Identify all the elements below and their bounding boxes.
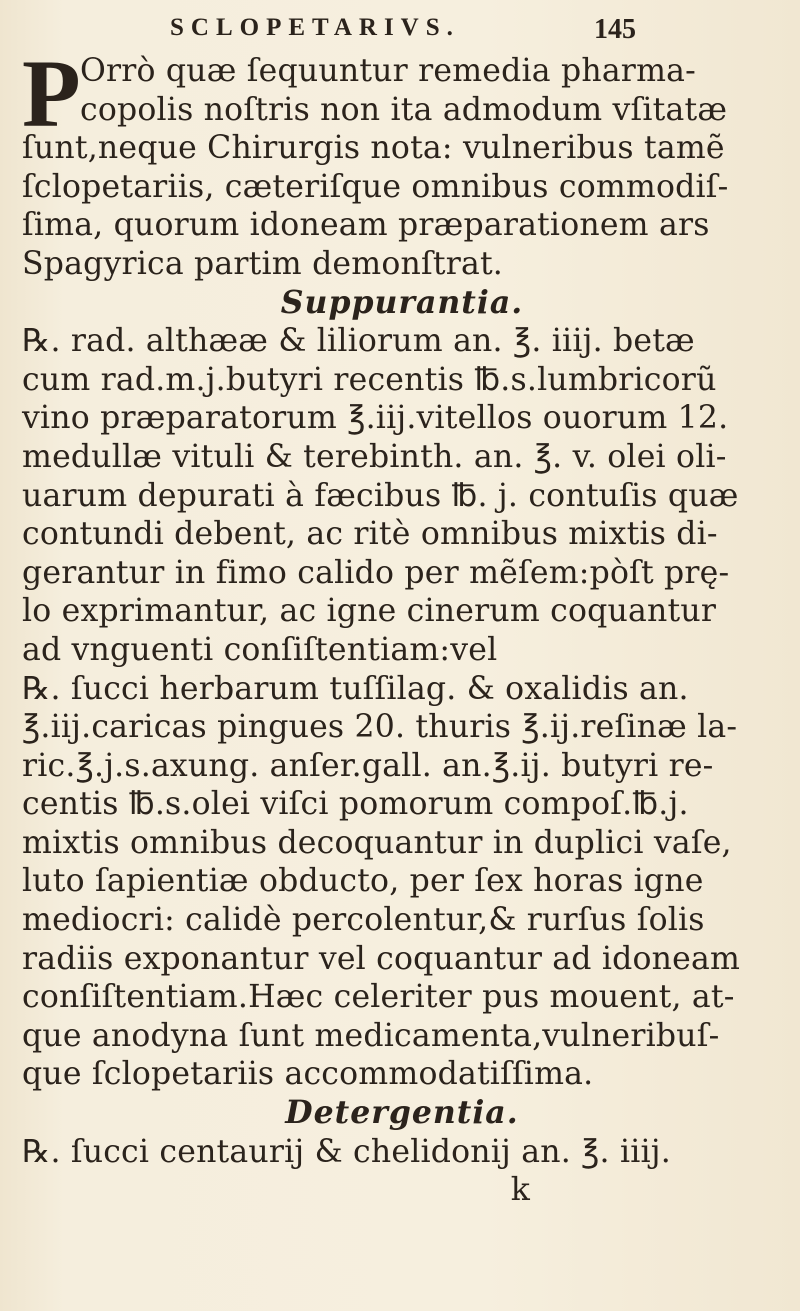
text-line: vino præparatorum ℥.iij.vitellos ouorum 12. (22, 400, 729, 437)
text-line: copolis noſtris non ita admodum vſitatæ (80, 91, 728, 128)
text-line: ric.℥.j.s.axung. anſer.gall. an.℥.ij. butyri re- (22, 747, 714, 784)
text-line: ℞. ſucci herbarum tuſſilag. & oxalidis an. (22, 670, 689, 707)
text-line: conſiſtentiam.Hæc celeriter pus mouent, at- (22, 979, 735, 1016)
section-heading-suppurantia: Suppurantia. (280, 283, 524, 321)
section-heading-detergentia: Detergentia. (285, 1094, 519, 1132)
text-line: gerantur in fimo calido per mẽſem:pòſt prę- (22, 554, 730, 591)
text-line: ℥.iij.caricas pingues 20. thuris ℥.ij.reſinæ la- (22, 709, 738, 746)
text-line: ℞. ſucci centaurij & chelidonij an. ℥. iiij. (22, 1133, 671, 1170)
running-title: SCLOPETARIVS. (170, 14, 460, 41)
text-line: ſunt,neque Chirurgis nota: vulneribus tamẽ (22, 130, 725, 167)
text-line: cum rad.m.j.butyri recentis ℔.s.lumbricorũ (22, 361, 717, 398)
text-line: mixtis omnibus decoquantur in duplici vaſe, (22, 824, 732, 861)
running-head (0, 14, 800, 50)
text-line: ſclopetariis, cæteriſque omnibus commodiſ- (22, 168, 729, 205)
text-line: uarum depurati à fæcibus ℔. j. contuſis quæ (22, 477, 739, 514)
text-line: que ſclopetariis accommodatiſſima. (22, 1056, 594, 1093)
text-line: ℞. rad. althææ & liliorum an. ℥. iiij. betæ (22, 323, 695, 360)
text-line: que anodyna ſunt medicamenta,vulneribuſ- (22, 1017, 720, 1054)
text-line: contundi debent, ac ritè omnibus mixtis di- (22, 516, 718, 553)
text-line: luto ſapientiæ obducto, per ſex horas igne (22, 863, 704, 900)
text-line: centis ℔.s.olei viſci pomorum compoſ.℔.j. (22, 786, 689, 823)
text-line: radiis exponantur vel coquantur ad idoneam (22, 940, 741, 977)
body-text (22, 40, 782, 1210)
text-line: lo exprimantur, ac igne cinerum coquantur (22, 593, 717, 630)
drop-cap: P (22, 40, 81, 147)
text-line: Orrò quæ ſequuntur remedia pharma- (80, 53, 696, 89)
signature-mark: k (510, 1172, 530, 1209)
text-line: ad vnguenti conſiſtentiam:vel (22, 631, 498, 668)
text-line: mediocri: calidè percolentur,& rurſus ſolis (22, 902, 705, 939)
text-line: ſima, quorum idoneam præparationem ars (22, 207, 710, 244)
text-line: Spagyrica partim demonſtrat. (22, 245, 504, 282)
text-line: medullæ vituli & terebinth. an. ℥. v. olei oli- (22, 438, 727, 475)
page-number: 145 (594, 14, 636, 45)
